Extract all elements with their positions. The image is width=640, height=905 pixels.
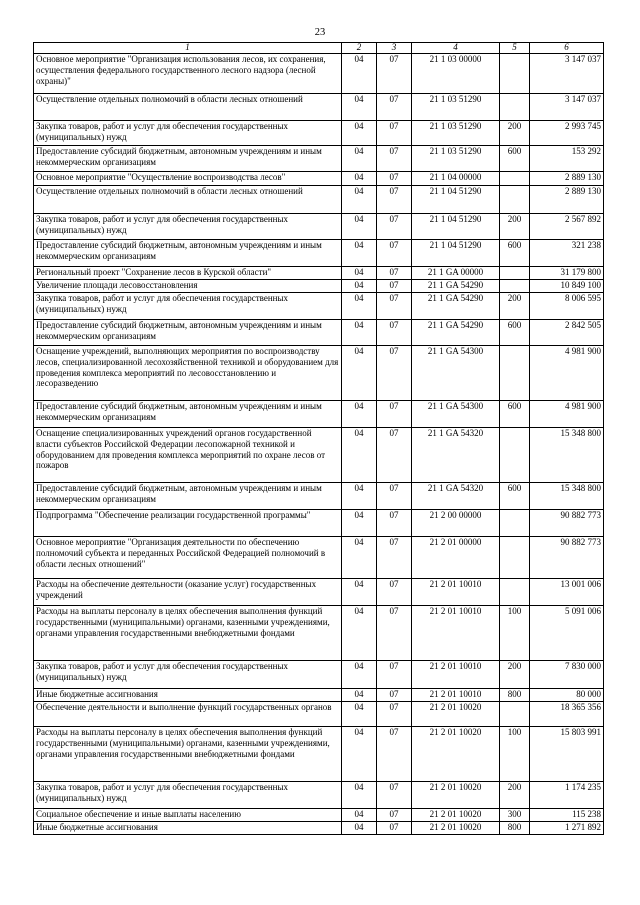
cell-target-article: 21 2 00 00000 (412, 510, 500, 537)
table-row (34, 121, 604, 146)
table-row (34, 186, 604, 214)
cell-expense-type: 100 (500, 727, 530, 782)
cell-section: 04 (342, 782, 377, 809)
table-row (34, 822, 604, 835)
cell-amount: 10 849 100 (530, 280, 604, 293)
cell-name: Основное мероприятие "Осуществление воспроизводства лесов" (34, 172, 342, 186)
cell-subsection: 07 (377, 267, 412, 280)
cell-section: 04 (342, 809, 377, 822)
cell-section: 04 (342, 172, 377, 186)
cell-subsection: 07 (377, 809, 412, 822)
cell-expense-type (500, 510, 530, 537)
cell-section: 04 (342, 689, 377, 702)
cell-expense-type (500, 702, 530, 727)
cell-amount: 3 147 037 (530, 54, 604, 94)
cell-expense-type: 800 (500, 822, 530, 835)
cell-subsection: 07 (377, 240, 412, 267)
cell-amount: 2 889 130 (530, 172, 604, 186)
cell-name: Предоставление субсидий бюджетным, автономным учреждениям и иным некоммерческим организациям (34, 401, 342, 428)
cell-subsection: 07 (377, 186, 412, 214)
cell-expense-type: 200 (500, 214, 530, 240)
cell-name: Предоставление субсидий бюджетным, автономным учреждениям и иным некоммерческим организациям (34, 483, 342, 510)
cell-subsection: 07 (377, 537, 412, 579)
cell-amount: 8 006 595 (530, 293, 604, 320)
cell-target-article: 21 2 01 10020 (412, 727, 500, 782)
cell-expense-type (500, 579, 530, 606)
cell-expense-type: 300 (500, 809, 530, 822)
cell-section: 04 (342, 346, 377, 401)
cell-subsection: 07 (377, 822, 412, 835)
cell-expense-type: 200 (500, 121, 530, 146)
cell-section: 04 (342, 428, 377, 483)
cell-subsection: 07 (377, 121, 412, 146)
cell-target-article: 21 2 01 10020 (412, 822, 500, 835)
cell-name: Осуществление отдельных полномочий в области лесных отношений (34, 186, 342, 214)
cell-section: 04 (342, 727, 377, 782)
header-col-5: 5 (500, 43, 530, 54)
cell-name: Закупка товаров, работ и услуг для обеспечения государственных (муниципальных) нужд (34, 121, 342, 146)
cell-subsection: 07 (377, 702, 412, 727)
cell-section: 04 (342, 579, 377, 606)
cell-expense-type (500, 94, 530, 121)
cell-amount: 15 348 800 (530, 483, 604, 510)
cell-target-article: 21 1 GA 54300 (412, 346, 500, 401)
cell-name: Предоставление субсидий бюджетным, автономным учреждениям и иным некоммерческим организациям (34, 146, 342, 172)
cell-subsection: 07 (377, 146, 412, 172)
cell-target-article: 21 1 GA 54290 (412, 320, 500, 346)
cell-section: 04 (342, 267, 377, 280)
cell-name: Расходы на выплаты персоналу в целях обеспечения выполнения функций государственными (муниципальными) органами, казенными учреждениями, органами управления государственными внебюджетными фондами (34, 606, 342, 661)
cell-expense-type (500, 186, 530, 214)
cell-amount: 90 882 773 (530, 510, 604, 537)
cell-expense-type: 600 (500, 401, 530, 428)
cell-subsection: 07 (377, 606, 412, 661)
table-row (34, 240, 604, 267)
cell-amount: 4 981 900 (530, 346, 604, 401)
cell-subsection: 07 (377, 346, 412, 401)
table-header-row (34, 43, 604, 54)
table-row (34, 702, 604, 727)
header-col-1: 1 (34, 43, 342, 54)
cell-target-article: 21 1 03 00000 (412, 54, 500, 94)
header-col-6: 6 (530, 43, 604, 54)
table-row (34, 346, 604, 401)
cell-expense-type: 100 (500, 606, 530, 661)
header-col-4: 4 (412, 43, 500, 54)
table-row (34, 809, 604, 822)
cell-name: Расходы на выплаты персоналу в целях обеспечения выполнения функций государственными (муниципальными) органами, казенными учреждениями, органами управления государственными внебюджетными фондами (34, 727, 342, 782)
cell-name: Осуществление отдельных полномочий в области лесных отношений (34, 94, 342, 121)
cell-target-article: 21 2 01 10020 (412, 809, 500, 822)
cell-expense-type: 200 (500, 782, 530, 809)
table-body (34, 54, 604, 835)
cell-amount: 5 091 006 (530, 606, 604, 661)
cell-target-article: 21 1 04 00000 (412, 172, 500, 186)
cell-target-article: 21 2 01 10020 (412, 782, 500, 809)
cell-section: 04 (342, 537, 377, 579)
table-row (34, 428, 604, 483)
table-row (34, 320, 604, 346)
cell-amount: 1 174 235 (530, 782, 604, 809)
table-row (34, 172, 604, 186)
cell-amount: 15 803 991 (530, 727, 604, 782)
cell-expense-type (500, 172, 530, 186)
cell-target-article: 21 2 01 00000 (412, 537, 500, 579)
cell-section: 04 (342, 121, 377, 146)
cell-target-article: 21 2 01 10010 (412, 661, 500, 689)
cell-amount: 2 993 745 (530, 121, 604, 146)
table-row (34, 94, 604, 121)
cell-name: Закупка товаров, работ и услуг для обеспечения государственных (муниципальных) нужд (34, 782, 342, 809)
cell-section: 04 (342, 822, 377, 835)
cell-target-article: 21 1 GA 54320 (412, 428, 500, 483)
cell-expense-type: 600 (500, 320, 530, 346)
cell-amount: 321 238 (530, 240, 604, 267)
cell-section: 04 (342, 483, 377, 510)
budget-table (33, 42, 604, 835)
cell-section: 04 (342, 214, 377, 240)
cell-name: Предоставление субсидий бюджетным, автономным учреждениям и иным некоммерческим организациям (34, 320, 342, 346)
cell-expense-type: 200 (500, 661, 530, 689)
cell-name: Иные бюджетные ассигнования (34, 822, 342, 835)
cell-amount: 2 889 130 (530, 186, 604, 214)
cell-target-article: 21 1 04 51290 (412, 186, 500, 214)
cell-target-article: 21 1 GA 54320 (412, 483, 500, 510)
cell-target-article: 21 1 03 51290 (412, 94, 500, 121)
cell-expense-type: 800 (500, 689, 530, 702)
cell-name: Региональный проект "Сохранение лесов в Курской области" (34, 267, 342, 280)
cell-subsection: 07 (377, 782, 412, 809)
cell-amount: 13 001 006 (530, 579, 604, 606)
table-row (34, 54, 604, 94)
cell-expense-type: 200 (500, 293, 530, 320)
page-number: 23 (314, 27, 326, 38)
table-row (34, 782, 604, 809)
cell-target-article: 21 1 GA 54300 (412, 401, 500, 428)
cell-name: Подпрограмма "Обеспечение реализации государственной программы" (34, 510, 342, 537)
cell-name: Оснащение специализированных учреждений органов государственной власти субъектов Российской Федерации лесопожарной техникой и оборудованием для проведения комплекса мероприятий по охране лесов от пожаров (34, 428, 342, 483)
table-row (34, 483, 604, 510)
cell-amount: 90 882 773 (530, 537, 604, 579)
cell-subsection: 07 (377, 428, 412, 483)
header-col-3: 3 (377, 43, 412, 54)
table-row (34, 267, 604, 280)
cell-target-article: 21 1 03 51290 (412, 121, 500, 146)
cell-amount: 2 842 505 (530, 320, 604, 346)
cell-section: 04 (342, 94, 377, 121)
cell-expense-type: 600 (500, 240, 530, 267)
cell-subsection: 07 (377, 280, 412, 293)
cell-expense-type (500, 267, 530, 280)
cell-subsection: 07 (377, 689, 412, 702)
table-row (34, 146, 604, 172)
cell-name: Расходы на обеспечение деятельности (оказание услуг) государственных учреждений (34, 579, 342, 606)
cell-section: 04 (342, 293, 377, 320)
cell-name: Предоставление субсидий бюджетным, автономным учреждениям и иным некоммерческим организациям (34, 240, 342, 267)
cell-section: 04 (342, 661, 377, 689)
cell-amount: 1 271 892 (530, 822, 604, 835)
cell-subsection: 07 (377, 727, 412, 782)
cell-name: Основное мероприятие "Организация использования лесов, их сохранения, осуществления федерального государственного лесного надзора (лесной охраны)" (34, 54, 342, 94)
cell-amount: 2 567 892 (530, 214, 604, 240)
cell-target-article: 21 1 03 51290 (412, 146, 500, 172)
table-row (34, 727, 604, 782)
cell-target-article: 21 1 04 51290 (412, 214, 500, 240)
cell-name: Закупка товаров, работ и услуг для обеспечения государственных (муниципальных) нужд (34, 293, 342, 320)
table-row (34, 401, 604, 428)
cell-section: 04 (342, 510, 377, 537)
cell-section: 04 (342, 280, 377, 293)
cell-subsection: 07 (377, 94, 412, 121)
table-row (34, 537, 604, 579)
cell-section: 04 (342, 54, 377, 94)
cell-target-article: 21 1 GA 54290 (412, 280, 500, 293)
cell-name: Основное мероприятие "Организация деятельности по обеспечению полномочий субъекта и переданных Российской Федерацией полномочий в области лесных отношений" (34, 537, 342, 579)
cell-expense-type (500, 280, 530, 293)
table-row (34, 579, 604, 606)
cell-expense-type (500, 54, 530, 94)
cell-subsection: 07 (377, 510, 412, 537)
table-row (34, 606, 604, 661)
cell-amount: 15 348 800 (530, 428, 604, 483)
cell-section: 04 (342, 606, 377, 661)
cell-expense-type (500, 346, 530, 401)
cell-target-article: 21 1 GA 54290 (412, 293, 500, 320)
cell-section: 04 (342, 146, 377, 172)
cell-subsection: 07 (377, 579, 412, 606)
cell-target-article: 21 2 01 10010 (412, 606, 500, 661)
cell-section: 04 (342, 702, 377, 727)
table-row (34, 689, 604, 702)
cell-section: 04 (342, 320, 377, 346)
cell-amount: 80 000 (530, 689, 604, 702)
cell-target-article: 21 1 GA 00000 (412, 267, 500, 280)
cell-amount: 4 981 900 (530, 401, 604, 428)
cell-subsection: 07 (377, 320, 412, 346)
cell-subsection: 07 (377, 54, 412, 94)
table-row (34, 214, 604, 240)
cell-target-article: 21 2 01 10020 (412, 702, 500, 727)
table-row (34, 280, 604, 293)
table-row (34, 661, 604, 689)
cell-target-article: 21 2 01 10010 (412, 579, 500, 606)
cell-amount: 153 292 (530, 146, 604, 172)
cell-amount: 31 179 800 (530, 267, 604, 280)
cell-name: Закупка товаров, работ и услуг для обеспечения государственных (муниципальных) нужд (34, 661, 342, 689)
cell-subsection: 07 (377, 661, 412, 689)
cell-subsection: 07 (377, 483, 412, 510)
cell-name: Обеспечение деятельности и выполнение функций государственных органов (34, 702, 342, 727)
cell-section: 04 (342, 186, 377, 214)
cell-amount: 7 830 000 (530, 661, 604, 689)
cell-target-article: 21 2 01 10010 (412, 689, 500, 702)
cell-expense-type (500, 537, 530, 579)
cell-subsection: 07 (377, 293, 412, 320)
cell-target-article: 21 1 04 51290 (412, 240, 500, 267)
cell-amount: 18 365 356 (530, 702, 604, 727)
cell-name: Иные бюджетные ассигнования (34, 689, 342, 702)
cell-subsection: 07 (377, 401, 412, 428)
cell-amount: 115 238 (530, 809, 604, 822)
cell-section: 04 (342, 401, 377, 428)
cell-name: Закупка товаров, работ и услуг для обеспечения государственных (муниципальных) нужд (34, 214, 342, 240)
cell-subsection: 07 (377, 172, 412, 186)
cell-name: Увеличение площади лесовосстановления (34, 280, 342, 293)
cell-expense-type (500, 428, 530, 483)
cell-expense-type: 600 (500, 483, 530, 510)
cell-expense-type: 600 (500, 146, 530, 172)
header-col-2: 2 (342, 43, 377, 54)
table-row (34, 510, 604, 537)
cell-name: Оснащение учреждений, выполняющих мероприятия по воспроизводству лесов, специализированной лесохозяйственной техникой и оборудованием для проведения комплекса мероприятий по лесовосстановлению и лесоразведению (34, 346, 342, 401)
cell-section: 04 (342, 240, 377, 267)
cell-name: Социальное обеспечение и иные выплаты населению (34, 809, 342, 822)
cell-subsection: 07 (377, 214, 412, 240)
cell-amount: 3 147 037 (530, 94, 604, 121)
table-row (34, 293, 604, 320)
